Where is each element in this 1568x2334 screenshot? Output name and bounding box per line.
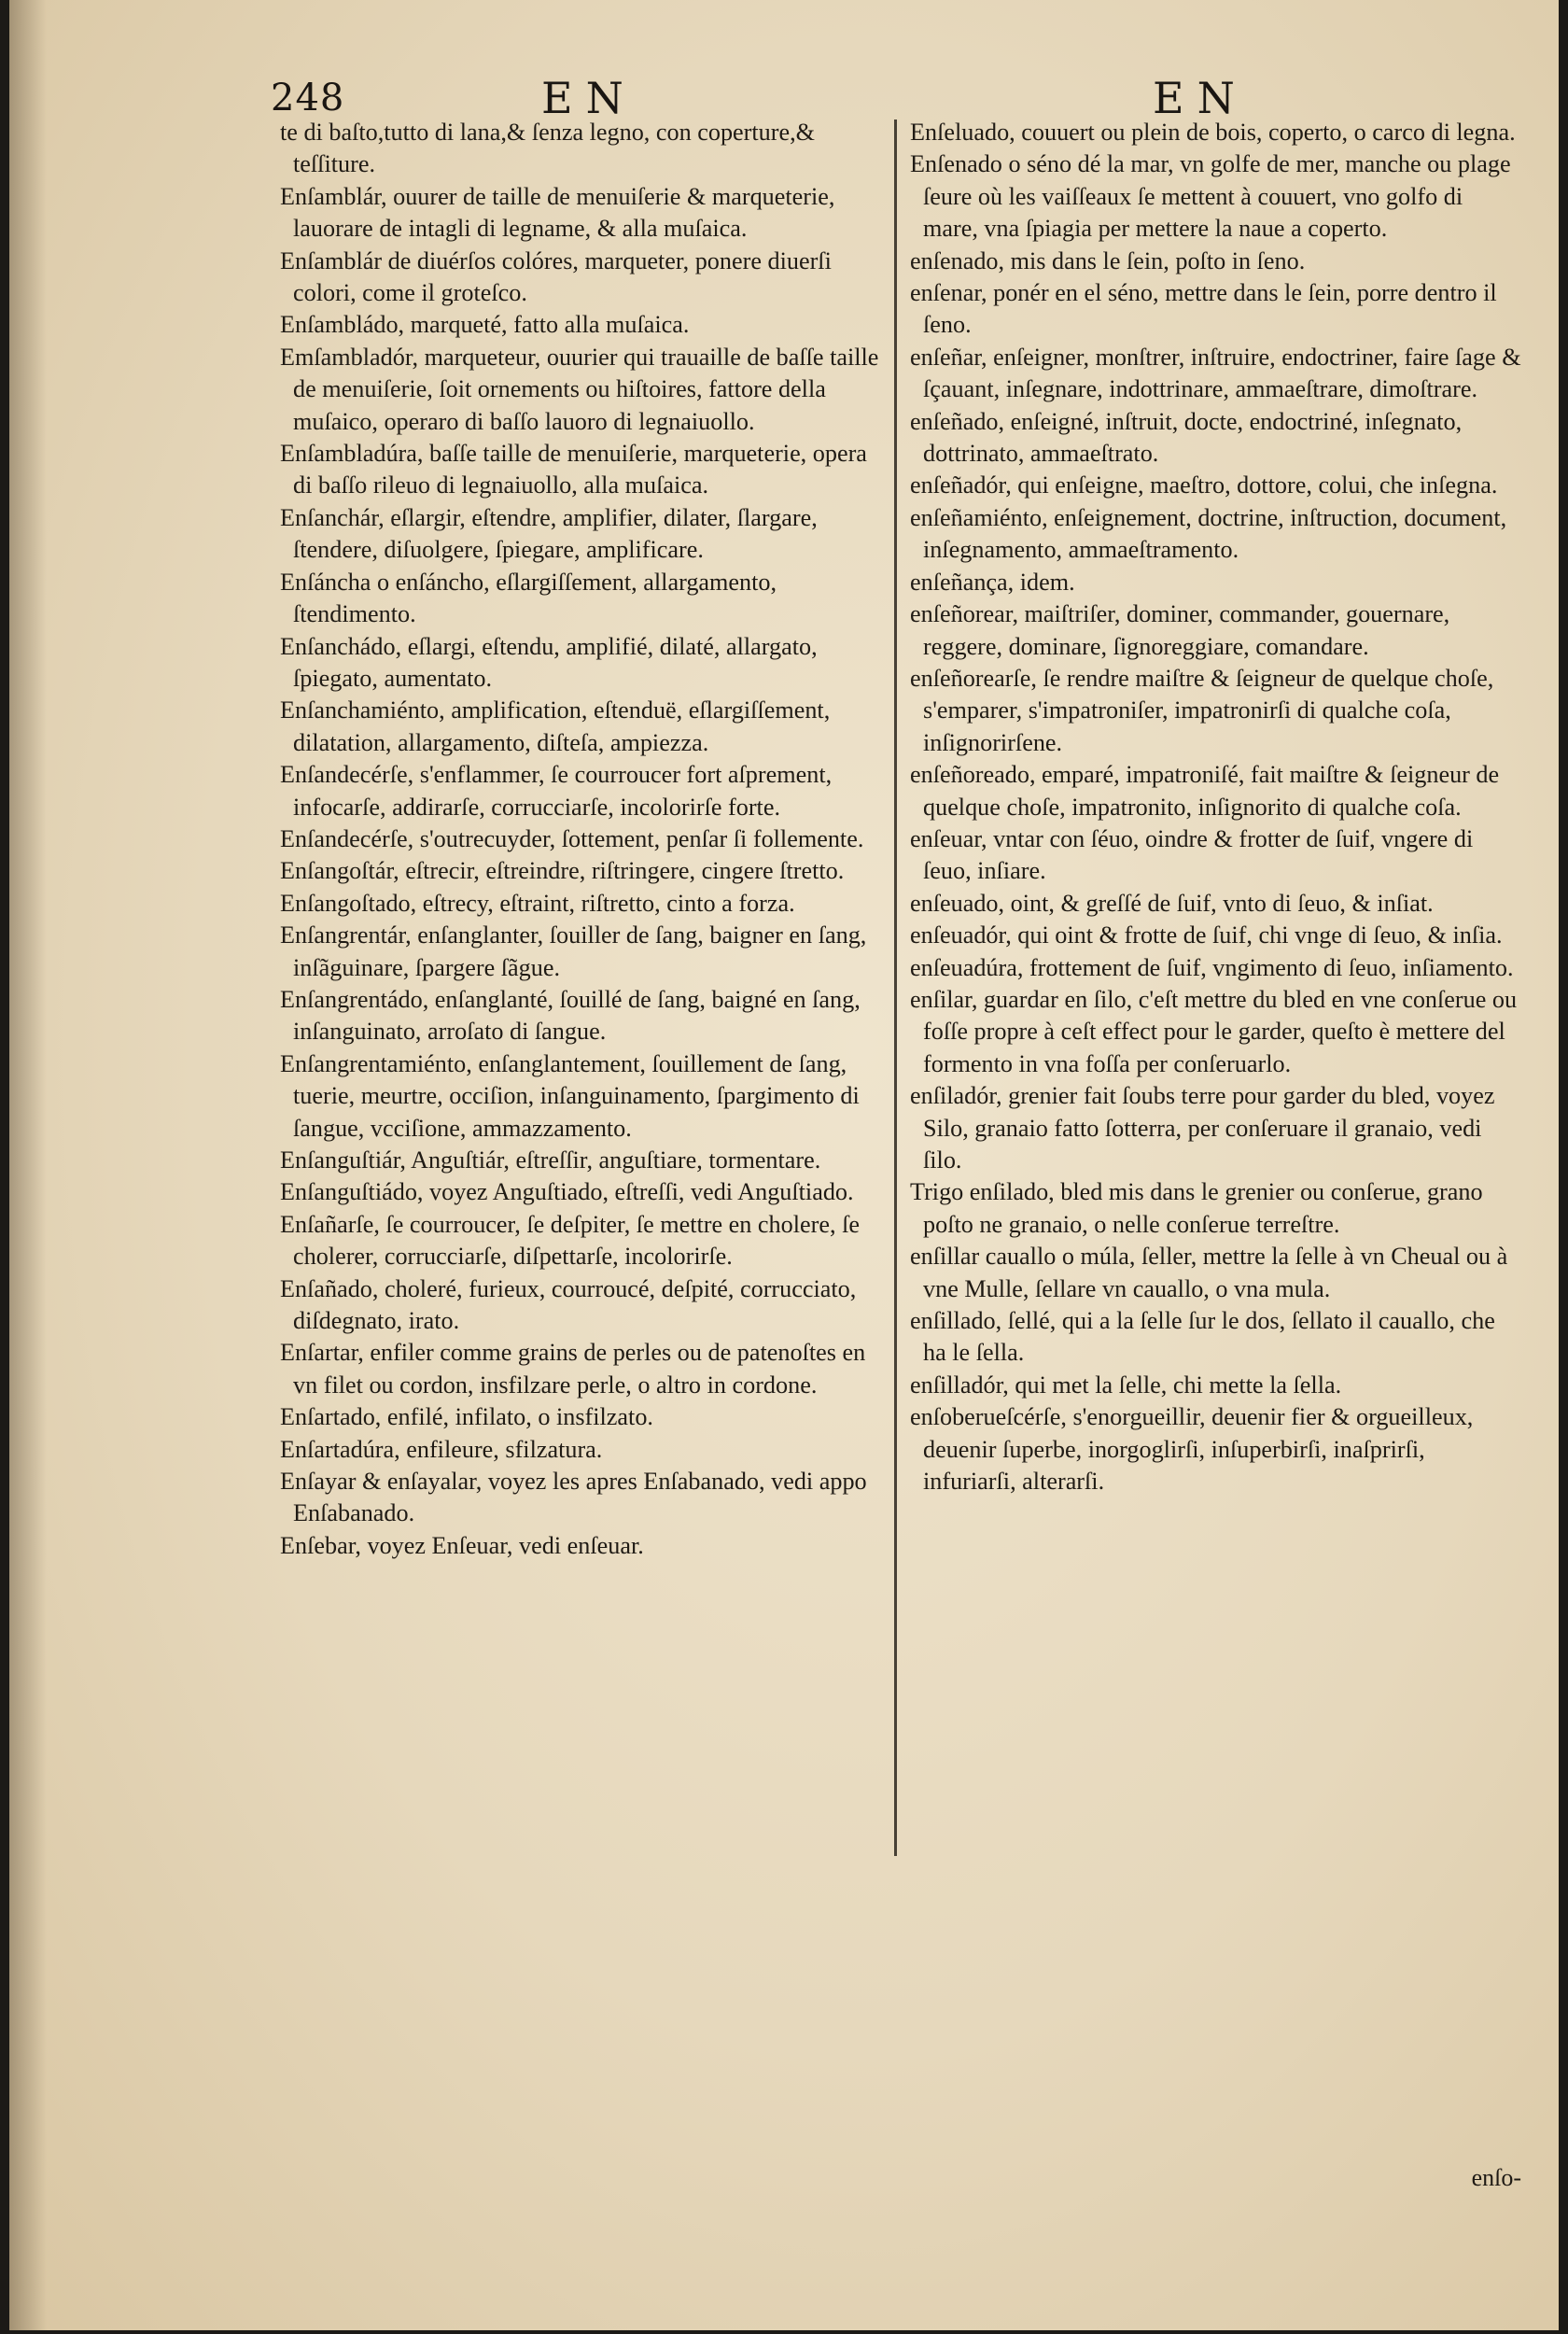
dictionary-entry: enſillado, ſellé, qui a la ſelle ſur le dos, ſellato il cauallo, che ha le ſella. xyxy=(910,1307,1495,1367)
dictionary-entry: enſeuadór, qui oint & frotte de ſuif, chi vnge di ſeuo, & inſia. xyxy=(910,921,1503,949)
running-head-left: EN xyxy=(541,73,637,123)
dictionary-entry: enſenar, ponér en el séno, mettre dans le ſein, porre dentro il ſeno. xyxy=(910,279,1497,339)
dictionary-entry: Enſayar & enſayalar, voyez les apres Enſabanado, vedi appo Enſabanado. xyxy=(280,1468,867,1527)
dictionary-entry: Enſandecérſe, s'outrecuyder, ſottement, penſar ſi follemente. xyxy=(280,824,864,852)
dictionary-entry: Enſebar, voyez Enſeuar, vedi enſeuar. xyxy=(280,1531,644,1559)
dictionary-entry: Enſandecérſe, s'enflammer, ſe courroucer fort aſprement, infocarſe, addirarſe, corrucciarſe, incolorirſe forte. xyxy=(280,761,833,821)
dictionary-entry: enſillar cauallo o múla, ſeller, mettre la ſelle à vn Cheual ou à vne Mulle, ſellare vn cauallo, o vna mula. xyxy=(910,1243,1508,1302)
page-number: 248 xyxy=(271,77,345,120)
dictionary-entry: enſeñorearſe, ſe rendre maiſtre & ſeigneur de quelque choſe, s'emparer, s'impatroniſer, impatronirſi di qualche coſa, inſignorirſene. xyxy=(910,664,1494,756)
page-header xyxy=(9,56,1559,123)
dictionary-entry: enſeñança, idem. xyxy=(910,568,1075,596)
dictionary-entry: Enſartar, enfiler comme grains de perles ou de patenoſtes en vn filet ou cordon, insfilzare perle, o altro in cordone. xyxy=(280,1339,866,1399)
dictionary-entry: Enſambládo, marqueté, fatto alla muſaica. xyxy=(280,311,690,339)
dictionary-entry: enſilar, guardar en ſilo, c'eſt mettre du bled en vne conſerue ou foſſe propre à ceſt effect pour le garder, queſto è mettere del formento in vna foſſa per conſeruarlo. xyxy=(910,985,1518,1077)
dictionary-entry: enſeñadór, qui enſeigne, maeſtro, dottore, colui, che inſegna. xyxy=(910,471,1498,499)
dictionary-entry: Enſangrentár, enſanglanter, ſouiller de ſang, baigner en ſang, inſãguinare, ſpargere ſãgue. xyxy=(280,921,867,981)
dictionary-entry: enſoberueſcérſe, s'enorgueillir, deuenir fier & orgueilleux, deuenir ſuperbe, inorgoglirſi, inſuperbirſi, inaſprirſi, infuriarſi, alterarſi. xyxy=(910,1403,1474,1496)
dictionary-entry: Enſanchádo, eſlargi, eſtendu, amplifié, dilaté, allargato, ſpiegato, aumentato. xyxy=(280,632,818,692)
dictionary-entry: Enſanchamiénto, amplification, eſtenduë, eſlargiſſement, dilatation, allargamento, diſteſa, ampiezza. xyxy=(280,696,831,756)
dictionary-entry: Enſangrentádo, enſanglanté, ſouillé de ſang, baigné en ſang, inſanguinato, arroſato di ſangue. xyxy=(280,985,861,1046)
dictionary-entry: Enſeluado, couuert ou plein de bois, coperto, o carco di legna. xyxy=(910,119,1516,146)
dictionary-entry: Enſambladúra, baſſe taille de menuiſerie, marqueterie, opera di baſſo rileuo di legnaiuollo, alla muſaica. xyxy=(280,440,867,499)
dictionary-entry: enſeñoreado, emparé, impatroniſé, fait maiſtre & ſeigneur de quelque choſe, impatronito, inſignorito di qualche coſa. xyxy=(910,761,1500,821)
dictionary-entry: Enſartado, enfilé, infilato, o insfilzato. xyxy=(280,1403,653,1431)
dictionary-entry: enſenado, mis dans le ſein, poſto in ſeno. xyxy=(910,246,1306,274)
dictionary-entry: Enſáncha o enſáncho, eſlargiſſement, allargamento, ſtendimento. xyxy=(280,568,777,628)
dictionary-entry: Emſambladór, marqueteur, ouurier qui trauaille de baſſe taille de menuiſerie, ſoit ornements ou hiſtoires, fattore della muſaico, operaro di baſſo lauoro di legnaiuollo. xyxy=(280,343,879,435)
running-head-right: EN xyxy=(1153,73,1248,123)
dictionary-entry: Enſartadúra, enfileure, sfilzatura. xyxy=(280,1435,603,1463)
dictionary-entry: enſeñar, enſeigner, monſtrer, inſtruire, endoctriner, faire ſage & ſçauant, inſegnare, indottrinare, ammaeſtrare, dimoſtrare. xyxy=(910,343,1521,403)
dictionary-entry: Enſangoſtado, eſtrecy, eſtraint, riſtretto, cinto a forza. xyxy=(280,889,795,917)
dictionary-entry: Enſañarſe, ſe courroucer, ſe deſpiter, ſe mettre en cholere, ſe cholerer, corrucciarſe, diſpettarſe, incolorirſe. xyxy=(280,1210,860,1271)
dictionary-entry: Enſanguſtiádo, voyez Anguſtiado, eſtreſſi, vedi Anguſtiado. xyxy=(280,1178,854,1206)
dictionary-entry: enſeñamiénto, enſeignement, doctrine, inſtruction, document, inſegnamento, ammaeſtramento. xyxy=(910,503,1507,564)
dictionary-entry: Enſenado o séno dé la mar, vn golfe de mer, manche ou plage ſeure où les vaiſſeaux ſe mettent à couuert, vno golfo di mare, vna ſpiagia per mettere la naue a coperto. xyxy=(910,150,1511,243)
column-divider xyxy=(894,120,897,1856)
dictionary-entry: enſeñado, enſeigné, inſtruit, docte, endoctriné, inſegnato, dottrinato, ammaeſtrato. xyxy=(910,407,1463,468)
dictionary-entry: enſeuadúra, frottement de ſuif, vngimento di ſeuo, inſiamento. xyxy=(910,953,1514,981)
dictionary-entry: enſeuar, vntar con ſéuo, oindre & frotter de ſuif, vngere di ſeuo, inſiare. xyxy=(910,824,1474,885)
dictionary-entry: Enſañado, choleré, furieux, courroucé, deſpité, corrucciato, diſdegnato, irato. xyxy=(280,1274,857,1335)
dictionary-entry: Trigo enſilado, bled mis dans le grenier ou conſerue, grano poſto ne granaio, o nelle conſerue terreſtre. xyxy=(910,1178,1483,1238)
right-column xyxy=(910,117,1521,2292)
dictionary-entry: te di baſto,tutto di lana,& ſenza legno, con coperture,& teſſiture. xyxy=(280,119,816,178)
dictionary-entry: enſiladór, grenier fait ſoubs terre pour garder du bled, voyez Silo, granaio fatto ſotterra, per conſeruare il granaio, vedi ſilo. xyxy=(910,1082,1495,1174)
dictionary-entry: enſeuado, oint, & greſſé de ſuif, vnto di ſeuo, & inſiat. xyxy=(910,889,1434,917)
dictionary-entry: Enſangoſtár, eſtrecir, eſtreindre, riſtringere, cingere ſtretto. xyxy=(280,857,845,885)
catchword: enſo- xyxy=(1471,2164,1521,2191)
dictionary-entry: Enſamblár, ouurer de taille de menuiſerie & marqueterie, lauorare de intagli di legname, & alla muſaica. xyxy=(280,182,835,243)
dictionary-page xyxy=(9,0,1559,2330)
dictionary-entry: Enſangrentamiénto, enſanglantement, ſouillement de ſang, tuerie, meurtre, occiſion, inſanguinamento, ſpargimento di ſangue, vcciſione, ammazzamento. xyxy=(280,1049,860,1142)
dictionary-entry: Enſanchár, eſlargir, eſtendre, amplifier, dilater, ſlargare, ſtendere, diſuolgere, ſpiegare, amplificare. xyxy=(280,503,818,564)
dictionary-entry: Enſanguſtiár, Anguſtiár, eſtreſſir, anguſtiare, tormentare. xyxy=(280,1146,821,1174)
left-column xyxy=(280,117,887,2292)
page-edge-shadow xyxy=(9,0,47,2330)
dictionary-entry: Enſamblár de diuérſos colóres, marqueter, ponere diuerſi colori, come il groteſco. xyxy=(280,246,832,307)
dictionary-entry: enſilladór, qui met la ſelle, chi mette la ſella. xyxy=(910,1371,1342,1399)
dictionary-entry: enſeñorear, maiſtriſer, dominer, commander, gouernare, reggere, dominare, ſignoreggiare, comandare. xyxy=(910,600,1450,660)
